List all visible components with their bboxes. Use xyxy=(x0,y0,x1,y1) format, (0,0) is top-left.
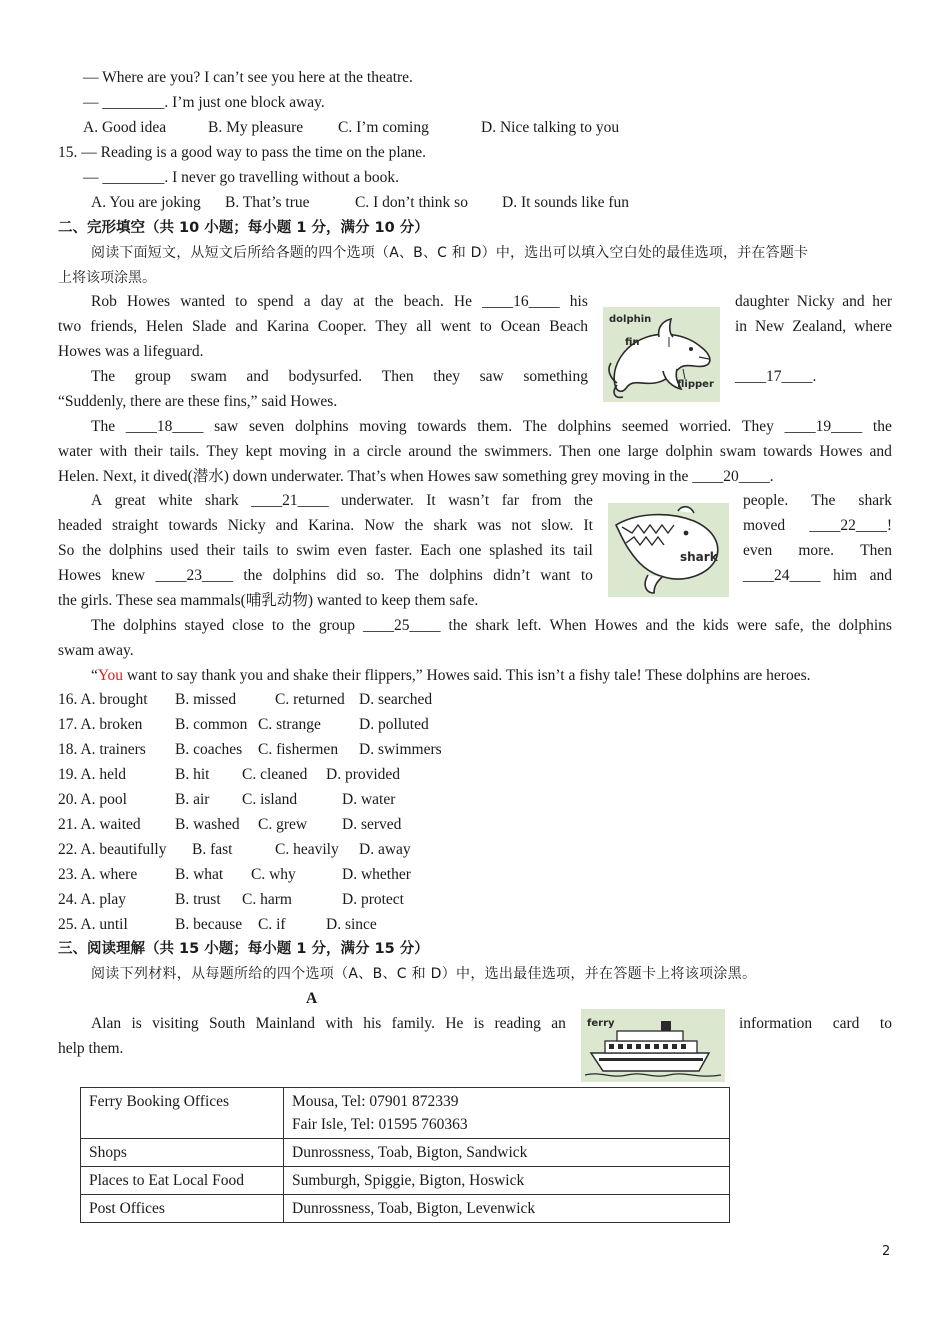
ferry-office-fair-isle: Fair Isle, Tel: 01595 760363 xyxy=(292,1116,468,1133)
word: Each xyxy=(420,542,452,559)
word: towards xyxy=(168,517,218,534)
opt18-d: D. swimmers xyxy=(359,741,442,758)
word: They xyxy=(375,318,408,335)
word: ____16____ xyxy=(482,293,560,310)
word: New xyxy=(755,318,785,335)
opt17-a: 17. A. broken xyxy=(58,716,143,733)
word: at xyxy=(353,293,365,310)
word: splashed xyxy=(489,542,543,559)
opt16-c: C. returned xyxy=(275,691,345,708)
highlighted-word: You xyxy=(97,667,124,684)
passage-p1-line1-right xyxy=(735,292,892,312)
passage-p4-line4-right xyxy=(743,566,892,586)
word: wasn’t xyxy=(448,492,490,509)
word: ____22____! xyxy=(809,517,892,534)
word: with xyxy=(99,443,128,460)
word: large xyxy=(627,443,659,460)
opt23-b: B. what xyxy=(175,866,224,883)
ferry-office-mousa: Mousa, Tel: 07901 872339 xyxy=(292,1093,459,1110)
table-cell-value: Dunrossness, Toab, Bigton, Levenwick xyxy=(284,1195,730,1223)
reading-intro-line1 xyxy=(91,1014,566,1034)
word: slow. xyxy=(541,517,574,534)
shark-icon xyxy=(608,503,729,597)
passage-p2-line1 xyxy=(91,367,588,387)
word: Nicky xyxy=(796,293,835,310)
word: to xyxy=(580,567,593,584)
word: them. xyxy=(477,418,513,435)
word: the xyxy=(811,617,831,634)
word: moving xyxy=(279,443,327,460)
section2-heading: 二、完形填空（共 10 小题；每小题 1 分，满分 10 分） xyxy=(58,220,429,236)
passage-p3-line3: Helen. Next, it dived(潜水) down underwater. That’s when Howes saw something grey moving in the ____20____. xyxy=(58,468,774,485)
q15-line2: — ________. I never go travelling without a book. xyxy=(83,169,399,186)
table-cell-label: Post Offices xyxy=(81,1195,284,1223)
word: its xyxy=(550,542,566,559)
passage-p3-line1 xyxy=(91,417,892,437)
q15-option-a: A. You are joking xyxy=(91,194,201,211)
table-row xyxy=(81,1139,730,1167)
word: headed xyxy=(58,517,102,534)
word: the xyxy=(243,567,263,584)
word: Mainland xyxy=(255,1015,315,1032)
passage-p6-rest: want to say thank you and shake their flippers,” Howes said. This isn’t a fishy tale! These dolphins are heroes. xyxy=(123,667,811,684)
word: two xyxy=(58,318,82,335)
word: Beach xyxy=(549,318,588,335)
word: close xyxy=(232,617,264,634)
word: South xyxy=(209,1015,246,1032)
section3-instruction: 阅读下列材料，从每题所给的四个选项（A、B、C 和 D）中，选出最佳选项，并在答题卡上将该项涂黑。 xyxy=(91,966,757,982)
word: Now xyxy=(364,517,395,534)
word: a xyxy=(352,443,360,460)
word: He xyxy=(445,1015,464,1032)
word: straight xyxy=(111,517,159,534)
word: to xyxy=(479,318,492,335)
word: to xyxy=(879,1015,892,1032)
word: Then xyxy=(559,443,592,460)
table-row xyxy=(81,1167,730,1195)
opt19-b: B. hit xyxy=(175,766,210,783)
word: Alan xyxy=(91,1015,122,1032)
open-quote: “ xyxy=(91,667,98,684)
q14-option-c: C. I’m coming xyxy=(338,119,429,136)
word: swimmers. xyxy=(484,443,553,460)
opt17-b: B. common xyxy=(175,716,248,733)
word: shark xyxy=(858,492,892,509)
table-cell-value: Dunrossness, Toab, Bigton, Sandwick xyxy=(284,1139,730,1167)
word: the xyxy=(374,293,394,310)
word: circle xyxy=(366,443,402,460)
word: A xyxy=(91,492,103,509)
word: The xyxy=(91,418,116,435)
table-cell-label: Places to Eat Local Food xyxy=(81,1167,284,1195)
word: kids xyxy=(702,617,729,634)
table-row xyxy=(81,1088,730,1139)
word: dolphins xyxy=(295,418,349,435)
opt17-d: D. polluted xyxy=(359,716,429,733)
word: moving xyxy=(359,418,407,435)
word: from xyxy=(531,492,562,509)
dolphin-illustration xyxy=(603,307,720,402)
word: seven xyxy=(249,418,285,435)
word: spend xyxy=(257,293,294,310)
word: their xyxy=(206,542,235,559)
word: reading xyxy=(494,1015,541,1032)
word: swam xyxy=(190,368,227,385)
opt25-b: B. because xyxy=(175,916,243,933)
word: It xyxy=(426,492,436,509)
word: the xyxy=(404,517,424,534)
word: wanted xyxy=(180,293,225,310)
opt24-a: 24. A. play xyxy=(58,891,127,908)
word: white xyxy=(158,492,193,509)
opt23-a: 23. A. where xyxy=(58,866,138,883)
word: saw xyxy=(479,368,504,385)
opt21-b: B. washed xyxy=(175,816,240,833)
ferry-icon xyxy=(581,1009,725,1082)
word: the xyxy=(82,542,102,559)
q14-option-d: D. Nice talking to you xyxy=(481,119,620,136)
word: knew xyxy=(111,567,146,584)
word: and xyxy=(246,368,269,385)
word: want xyxy=(540,567,571,584)
word: ____24____ xyxy=(743,567,821,584)
q14-line2: — ________. I’m just one block away. xyxy=(83,94,325,111)
word: where xyxy=(854,318,892,335)
word: the xyxy=(291,617,311,634)
word: So xyxy=(58,542,75,559)
word: ____19____ xyxy=(784,418,863,435)
word: The xyxy=(811,492,836,509)
opt21-d: D. served xyxy=(342,816,402,833)
q14-line1: — Where are you? I can’t see you here at the theatre. xyxy=(83,69,413,86)
word: his xyxy=(569,293,588,310)
word: her xyxy=(872,293,892,310)
section3-heading: 三、阅读理解（共 15 小题；每小题 1 分，满分 15 分） xyxy=(58,941,429,957)
word: tails. xyxy=(169,443,200,460)
word: with xyxy=(325,1015,353,1032)
q15-option-b: B. That’s true xyxy=(225,194,310,211)
passage-p1-line2-right xyxy=(735,317,892,337)
word: Zealand, xyxy=(792,318,847,335)
opt20-d: D. water xyxy=(342,791,396,808)
word: tail xyxy=(573,542,593,559)
page-number: 2 xyxy=(882,1244,891,1259)
section2-instruction-line2: 上将该项涂黑。 xyxy=(58,270,156,286)
shark-label: shark xyxy=(680,550,718,564)
word: dolphins xyxy=(557,418,612,435)
opt25-d: D. since xyxy=(326,916,377,933)
passage-p1-line3: Howes was a lifeguard. xyxy=(58,343,204,360)
word: more. xyxy=(798,542,835,559)
opt20-a: 20. A. pool xyxy=(58,791,127,808)
word: water xyxy=(58,443,93,460)
word: worried. xyxy=(679,418,732,435)
table-cell-value: Sumburgh, Spiggie, Bigton, Hoswick xyxy=(284,1167,730,1195)
word: and xyxy=(842,293,865,310)
passage-p1-line1 xyxy=(91,292,588,312)
word: in xyxy=(735,318,748,335)
opt25-a: 25. A. until xyxy=(58,916,128,933)
word: a xyxy=(303,293,311,310)
q15-line1: 15. — Reading is a good way to pass the time on the plane. xyxy=(58,144,427,161)
word: family. xyxy=(391,1015,435,1032)
word: is xyxy=(473,1015,485,1032)
passage-p5-line2: swam away. xyxy=(58,642,134,659)
q15-option-c: C. I don’t think so xyxy=(355,194,468,211)
word: day xyxy=(320,293,344,310)
word: were xyxy=(736,617,767,634)
opt19-c: C. cleaned xyxy=(242,766,308,783)
word: swam xyxy=(719,443,757,460)
ferry-label: ferry xyxy=(587,1018,615,1029)
word: dolphins xyxy=(838,617,892,634)
word: to xyxy=(276,542,289,559)
word: one xyxy=(459,542,482,559)
opt19-a: 19. A. held xyxy=(58,766,127,783)
word: visiting xyxy=(152,1015,199,1032)
word: The xyxy=(394,567,419,584)
word: dolphins xyxy=(123,617,177,634)
opt23-c: C. why xyxy=(251,866,296,883)
word: left. xyxy=(517,617,542,634)
table-cell-value xyxy=(284,1088,730,1139)
word: daughter xyxy=(735,293,790,310)
word: him xyxy=(832,567,858,584)
word: shark xyxy=(205,492,239,509)
word: Karina xyxy=(266,318,309,335)
word: He xyxy=(453,293,472,310)
fin-label: fin xyxy=(625,337,640,348)
word: his xyxy=(363,1015,382,1032)
word: all xyxy=(416,318,432,335)
passage-p3-line2 xyxy=(58,442,892,462)
passage-p4-line2-right xyxy=(743,516,892,536)
word: Howes xyxy=(819,443,863,460)
word: towards xyxy=(417,418,467,435)
table-cell-label: Shops xyxy=(81,1139,284,1167)
word: They xyxy=(206,443,239,460)
passage-p4-line2 xyxy=(58,516,593,536)
table-cell-label: Ferry Booking Offices xyxy=(81,1088,284,1139)
section2-instruction-line1: 阅读下面短文，从短文后所给各题的四个选项（A、B、C 和 D）中，选出可以填入空白处的最佳选项，并在答题卡 xyxy=(91,245,809,261)
word: dolphins xyxy=(272,567,327,584)
word: moved xyxy=(743,517,786,534)
opt24-b: B. trust xyxy=(175,891,221,908)
opt17-c: C. strange xyxy=(258,716,321,733)
word: Rob xyxy=(91,293,117,310)
word: ____23____ xyxy=(155,567,233,584)
word: group xyxy=(134,368,171,385)
word: ____25____ xyxy=(363,617,441,634)
table-row xyxy=(81,1195,730,1223)
passage-p1-line2 xyxy=(58,317,588,337)
word: Howes xyxy=(127,293,171,310)
opt18-b: B. coaches xyxy=(175,741,243,758)
opt16-a: 16. A. brought xyxy=(58,691,148,708)
word: underwater. xyxy=(341,492,414,509)
word: and xyxy=(275,517,299,534)
opt24-c: C. harm xyxy=(242,891,292,908)
word: shark xyxy=(433,517,468,534)
word: even xyxy=(743,542,773,559)
word: friends, xyxy=(90,318,138,335)
word: in xyxy=(333,443,346,460)
word: bodysurfed. xyxy=(288,368,363,385)
word: Howes xyxy=(594,617,638,634)
word: Then xyxy=(381,368,414,385)
word: The xyxy=(522,418,547,435)
passage-p5-line1 xyxy=(91,616,892,636)
word: seemed xyxy=(621,418,669,435)
word: They xyxy=(742,418,774,435)
word: dolphins xyxy=(429,567,483,584)
word: dolphins xyxy=(109,542,163,559)
opt18-a: 18. A. trainers xyxy=(58,741,146,758)
opt19-d: D. provided xyxy=(326,766,401,783)
dolphin-icon xyxy=(603,307,720,402)
word: shark xyxy=(475,617,510,634)
opt20-b: B. air xyxy=(175,791,210,808)
word: was xyxy=(477,517,502,534)
q15-option-d: D. It sounds like fun xyxy=(502,194,630,211)
word: did xyxy=(336,567,357,584)
opt23-d: D. whether xyxy=(342,866,411,883)
word: and xyxy=(869,443,892,460)
word: card xyxy=(832,1015,860,1032)
word: Karina. xyxy=(308,517,355,534)
passage-letter: A xyxy=(306,990,318,1007)
word: an xyxy=(551,1015,566,1032)
word: and xyxy=(235,318,258,335)
word: Ocean xyxy=(500,318,541,335)
word: saw xyxy=(214,418,239,435)
shark-illustration xyxy=(608,503,729,597)
opt24-d: D. protect xyxy=(342,891,404,908)
opt22-c: C. heavily xyxy=(275,841,339,858)
word: the xyxy=(448,617,468,634)
word: the xyxy=(458,443,478,460)
word: the xyxy=(675,617,695,634)
word: so. xyxy=(366,567,385,584)
opt21-c: C. grew xyxy=(258,816,308,833)
word: The xyxy=(91,368,116,385)
passage-p2-line2: “Suddenly, there are these fins,” said Howes. xyxy=(58,393,338,410)
word: around xyxy=(408,443,452,460)
opt16-b: B. missed xyxy=(175,691,237,708)
q14-option-b: B. My pleasure xyxy=(208,119,304,136)
word: their xyxy=(134,443,163,460)
opt20-c: C. island xyxy=(242,791,298,808)
flipper-label: flipper xyxy=(677,379,714,390)
dolphin-label: dolphin xyxy=(609,314,652,325)
word: great xyxy=(114,492,146,509)
passage-p4-line5: the girls. These sea mammals(哺乳动物) wanted to keep them safe. xyxy=(58,592,479,609)
opt18-c: C. fishermen xyxy=(258,741,339,758)
word: Slade xyxy=(192,318,227,335)
word: Then xyxy=(860,542,892,559)
word: tails xyxy=(242,542,269,559)
passage-p4-line3-right xyxy=(743,541,892,561)
word: The xyxy=(91,617,116,634)
q14-option-a: A. Good idea xyxy=(83,119,167,136)
word: to xyxy=(235,293,248,310)
opt22-d: D. away xyxy=(359,841,411,858)
word: used xyxy=(170,542,199,559)
word: Nicky xyxy=(227,517,266,534)
reading-intro-line2: help them. xyxy=(58,1040,124,1057)
word: swim xyxy=(296,542,330,559)
passage-p2-blank17: ____17____. xyxy=(735,368,817,385)
word: Helen xyxy=(146,318,184,335)
word: far xyxy=(501,492,519,509)
word: something xyxy=(523,368,588,385)
opt25-c: C. if xyxy=(258,916,286,933)
word: one xyxy=(598,443,621,460)
passage-p4-line3 xyxy=(58,541,593,561)
reading-intro-line1-right xyxy=(739,1014,892,1034)
word: to xyxy=(271,617,284,634)
word: even xyxy=(337,542,368,559)
word: and xyxy=(645,617,668,634)
passage-p6 xyxy=(91,666,811,686)
word: people. xyxy=(743,492,789,509)
opt22-b: B. fast xyxy=(192,841,233,858)
word: information xyxy=(739,1015,813,1032)
word: When xyxy=(549,617,587,634)
word: not xyxy=(511,517,532,534)
word: and xyxy=(869,567,892,584)
word: ____18____ xyxy=(125,418,204,435)
word: ____21____ xyxy=(251,492,329,509)
opt22-a: 22. A. beautifully xyxy=(58,841,167,858)
word: the xyxy=(573,492,593,509)
word: It xyxy=(583,517,593,534)
word: towards xyxy=(763,443,813,460)
opt21-a: 21. A. waited xyxy=(58,816,141,833)
word: the xyxy=(872,418,892,435)
word: they xyxy=(433,368,460,385)
opt16-d: D. searched xyxy=(359,691,433,708)
word: Cooper. xyxy=(317,318,367,335)
word: is xyxy=(131,1015,142,1032)
word: didn’t xyxy=(493,567,530,584)
passage-p4-line1 xyxy=(91,491,593,511)
word: Howes xyxy=(58,567,102,584)
word: dolphin xyxy=(665,443,713,460)
ferry-illustration xyxy=(581,1009,725,1082)
word: stayed xyxy=(184,617,225,634)
word: safe, xyxy=(774,617,804,634)
word: group xyxy=(318,617,356,634)
passage-p4-line4 xyxy=(58,566,593,586)
word: kept xyxy=(245,443,273,460)
word: faster. xyxy=(374,542,413,559)
passage-p4-line1-right xyxy=(743,491,892,511)
information-card-table xyxy=(80,1087,730,1223)
word: went xyxy=(440,318,471,335)
word: beach. xyxy=(403,293,444,310)
